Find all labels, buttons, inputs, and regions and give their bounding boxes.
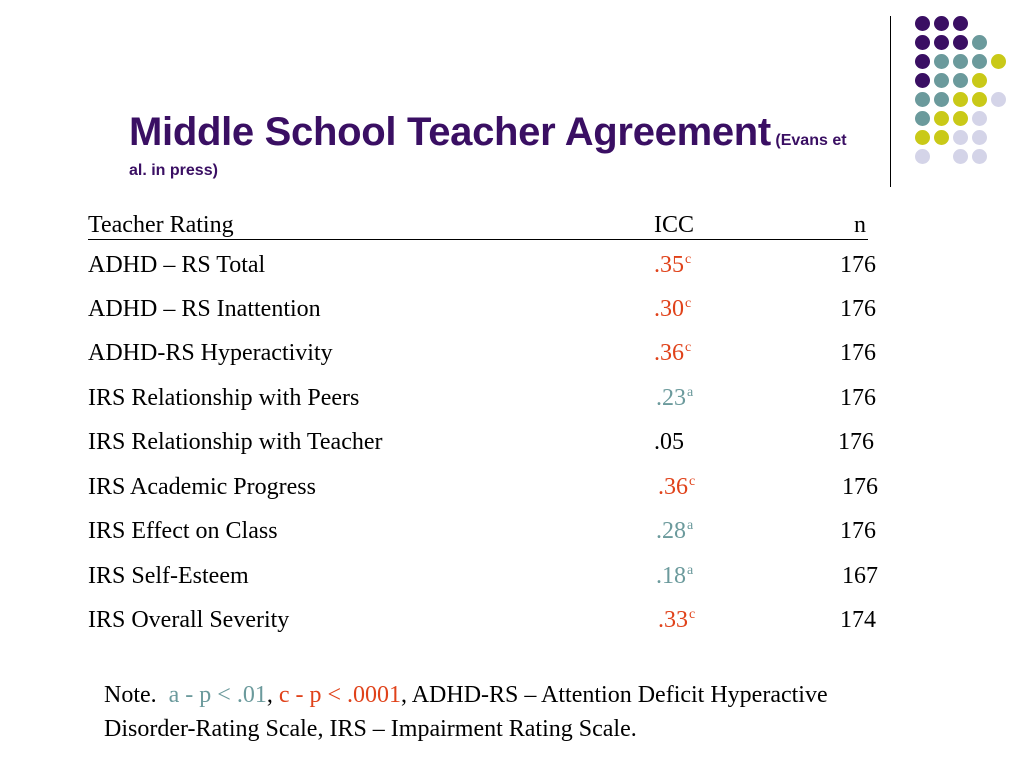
table-row [88, 429, 908, 461]
decorative-dot [991, 54, 1006, 69]
decorative-dot [972, 54, 987, 69]
note-prefix: Note. [104, 682, 157, 708]
row-icc [656, 518, 693, 545]
significance-marker: c [689, 607, 696, 622]
icc-value: .23 [656, 385, 686, 411]
note-separator: , [266, 682, 273, 708]
decorative-dot [934, 130, 949, 145]
title-main: Middle School Teacher Agreement [129, 110, 771, 154]
decorative-dot [934, 73, 949, 88]
title-citation-continued: al. in press) [129, 162, 218, 179]
decorative-dot [915, 16, 930, 31]
row-icc [658, 474, 695, 501]
decorative-dot [934, 35, 949, 50]
decorative-dot [915, 92, 930, 107]
row-n: 174 [840, 607, 876, 633]
decorative-dot [934, 16, 949, 31]
row-icc [654, 252, 691, 279]
icc-value: .28 [656, 518, 686, 544]
title-citation: (Evans et [775, 132, 847, 149]
icc-value: .30 [654, 296, 684, 322]
decorative-dot [972, 130, 987, 145]
row-icc [658, 607, 695, 634]
decorative-dot [953, 35, 968, 50]
row-icc [656, 563, 693, 590]
row-label: IRS Relationship with Teacher [88, 429, 383, 455]
decorative-dot [953, 130, 968, 145]
icc-value: .18 [656, 563, 686, 589]
significance-marker: c [685, 340, 692, 355]
decorative-dot [972, 92, 987, 107]
table-row [88, 607, 908, 639]
decorative-dot [915, 35, 930, 50]
row-n: 176 [838, 429, 874, 455]
decorative-dot [934, 92, 949, 107]
icc-value: .05 [654, 429, 684, 455]
table-row [88, 296, 908, 328]
note-abbrev-line2: Disorder-Rating Scale, IRS – Impairment Rating Scale. [104, 716, 637, 742]
note-abbrev-line1: , ADHD-RS – Attention Deficit Hyperactive [401, 682, 828, 708]
row-label: IRS Academic Progress [88, 474, 316, 500]
significance-marker: c [685, 252, 692, 267]
decorative-dot [953, 16, 968, 31]
decorative-dot [972, 35, 987, 50]
row-label: IRS Self-Esteem [88, 563, 249, 589]
row-label: IRS Overall Severity [88, 607, 290, 633]
table-row [88, 518, 908, 550]
row-n: 176 [840, 518, 876, 544]
decorative-dot [915, 73, 930, 88]
decorative-dot [953, 92, 968, 107]
significance-marker: c [685, 296, 692, 311]
icc-value: .36 [654, 340, 684, 366]
table-row [88, 340, 908, 372]
footnote [104, 678, 984, 746]
table-row [88, 252, 908, 284]
decorative-dot [915, 54, 930, 69]
row-icc [654, 296, 691, 323]
row-n: 167 [842, 563, 878, 589]
row-label: IRS Relationship with Peers [88, 385, 360, 411]
row-icc [654, 340, 691, 367]
table-row [88, 385, 908, 417]
note-significance-a: a - p < .01 [168, 682, 267, 708]
decorative-dot [972, 111, 987, 126]
row-label: IRS Effect on Class [88, 518, 278, 544]
decorative-dot [991, 92, 1006, 107]
row-n: 176 [840, 296, 876, 322]
row-n: 176 [840, 385, 876, 411]
row-icc [656, 385, 693, 412]
significance-marker: a [687, 518, 694, 533]
row-label: ADHD – RS Inattention [88, 296, 321, 322]
icc-value: .36 [658, 474, 688, 500]
table-row [88, 563, 908, 595]
note-significance-c: c - p < .0001 [278, 682, 402, 708]
table-header [88, 212, 868, 240]
header-icc: ICC [654, 212, 695, 238]
significance-marker: c [689, 474, 696, 489]
icc-value: .35 [654, 252, 684, 278]
icc-value: .33 [658, 607, 688, 633]
decorative-dot [972, 149, 987, 164]
decorative-dot [953, 73, 968, 88]
decorative-dot [953, 111, 968, 126]
decorative-dot [934, 111, 949, 126]
row-icc [654, 429, 684, 456]
significance-marker: a [687, 563, 694, 578]
row-n: 176 [840, 252, 876, 278]
decorative-dot [953, 149, 968, 164]
decorative-dot [953, 54, 968, 69]
row-n: 176 [840, 340, 876, 366]
table-row [88, 474, 908, 506]
decorative-dot [934, 54, 949, 69]
row-n: 176 [842, 474, 878, 500]
row-label: ADHD-RS Hyperactivity [88, 340, 333, 366]
header-n: n [854, 212, 866, 238]
header-teacher-rating: Teacher Rating [88, 212, 234, 238]
row-label: ADHD – RS Total [88, 252, 266, 278]
decorative-dot [972, 73, 987, 88]
slide-title [129, 110, 929, 180]
significance-marker: a [687, 385, 694, 400]
